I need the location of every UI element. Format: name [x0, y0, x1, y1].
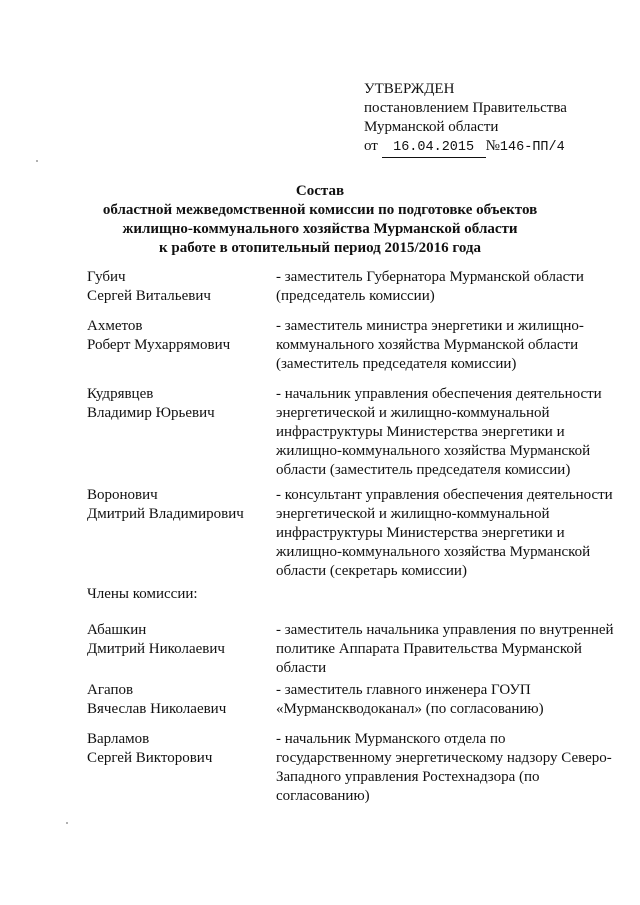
approval-date: 16.04.2015: [382, 138, 486, 158]
member-surname: Кудрявцев: [87, 386, 154, 402]
approval-heading: УТВЕРЖДЕН: [364, 81, 455, 97]
member-given-name: Вячеслав Николаевич: [87, 701, 227, 717]
member-surname: Воронович: [87, 487, 158, 503]
member-name: [87, 317, 276, 374]
member-name: [87, 268, 276, 306]
member-row: [87, 486, 627, 581]
member-name: [87, 730, 276, 806]
member-given-name: Роберт Мухаррямович: [87, 337, 231, 353]
members-list: [87, 268, 627, 806]
member-row: [87, 621, 627, 678]
number-sign: №: [485, 138, 500, 154]
member-surname: Абашкин: [87, 622, 147, 638]
approval-prefix: от: [364, 138, 378, 154]
scan-speck: [66, 822, 68, 824]
member-row: [87, 385, 627, 480]
member-surname: Ахметов: [87, 318, 143, 334]
member-given-name: Сергей Витальевич: [87, 288, 211, 304]
approval-block: [364, 80, 567, 158]
document-title: [60, 182, 580, 258]
member-role: - начальник Мурманского отдела по государственному энергетическому надзору Северо-Западного управления Ростехнадзора (по согласованию): [276, 731, 612, 804]
member-role: - заместитель главного инженера ГОУП «Мурманскводоканал» (по согласованию): [276, 682, 544, 717]
title-line-2: областной межведомственной комиссии по подготовке объектов: [102, 202, 538, 218]
title-line-1: Состав: [295, 183, 345, 199]
member-name: [87, 486, 276, 581]
scan-speck: [36, 160, 38, 162]
approval-line-3: Мурманской области: [364, 119, 499, 135]
member-role: - заместитель Губернатора Мурманской области (председатель комиссии): [276, 269, 584, 304]
member-row: [87, 317, 627, 374]
title-line-3: жилищно-коммунального хозяйства Мурманской области: [122, 221, 518, 237]
member-row: [87, 268, 627, 306]
member-role: - заместитель министра энергетики и жилищно-коммунального хозяйства Мурманской области (заместитель председателя комиссии): [276, 318, 584, 372]
member-role: - заместитель начальника управления по внутренней политике Аппарата Правительства Мурманской области: [276, 622, 614, 676]
member-name: [87, 621, 276, 678]
member-given-name: Сергей Викторович: [87, 750, 213, 766]
approval-line-2: постановлением Правительства: [364, 100, 567, 116]
approval-date-line: [364, 137, 567, 158]
member-name: [87, 681, 276, 719]
approval-number: 146-ПП/4: [499, 140, 565, 155]
member-given-name: Дмитрий Владимирович: [87, 506, 244, 522]
member-row: [87, 730, 627, 806]
member-given-name: Дмитрий Николаевич: [87, 641, 225, 657]
member-name: [87, 385, 276, 480]
title-line-4: к работе в отопительный период 2015/2016 года: [158, 240, 482, 256]
member-given-name: Владимир Юрьевич: [87, 405, 215, 421]
section-label-members: Члены комиссии:: [87, 586, 198, 602]
member-row: [87, 681, 627, 719]
member-surname: Варламов: [87, 731, 150, 747]
member-surname: Губич: [87, 269, 126, 285]
member-role: - начальник управления обеспечения деятельности энергетической и жилищно-коммунальной инфраструктуры Министерства энергетики и жилищно-коммунального хозяйства Мурманской области (заместитель председателя комиссии): [276, 386, 602, 478]
member-role: - консультант управления обеспечения деятельности энергетической и жилищно-коммунальной инфраструктуры Министерства энергетики и жилищно-коммунального хозяйства Мурманской области (секретарь комиссии): [276, 487, 613, 579]
member-surname: Агапов: [87, 682, 134, 698]
